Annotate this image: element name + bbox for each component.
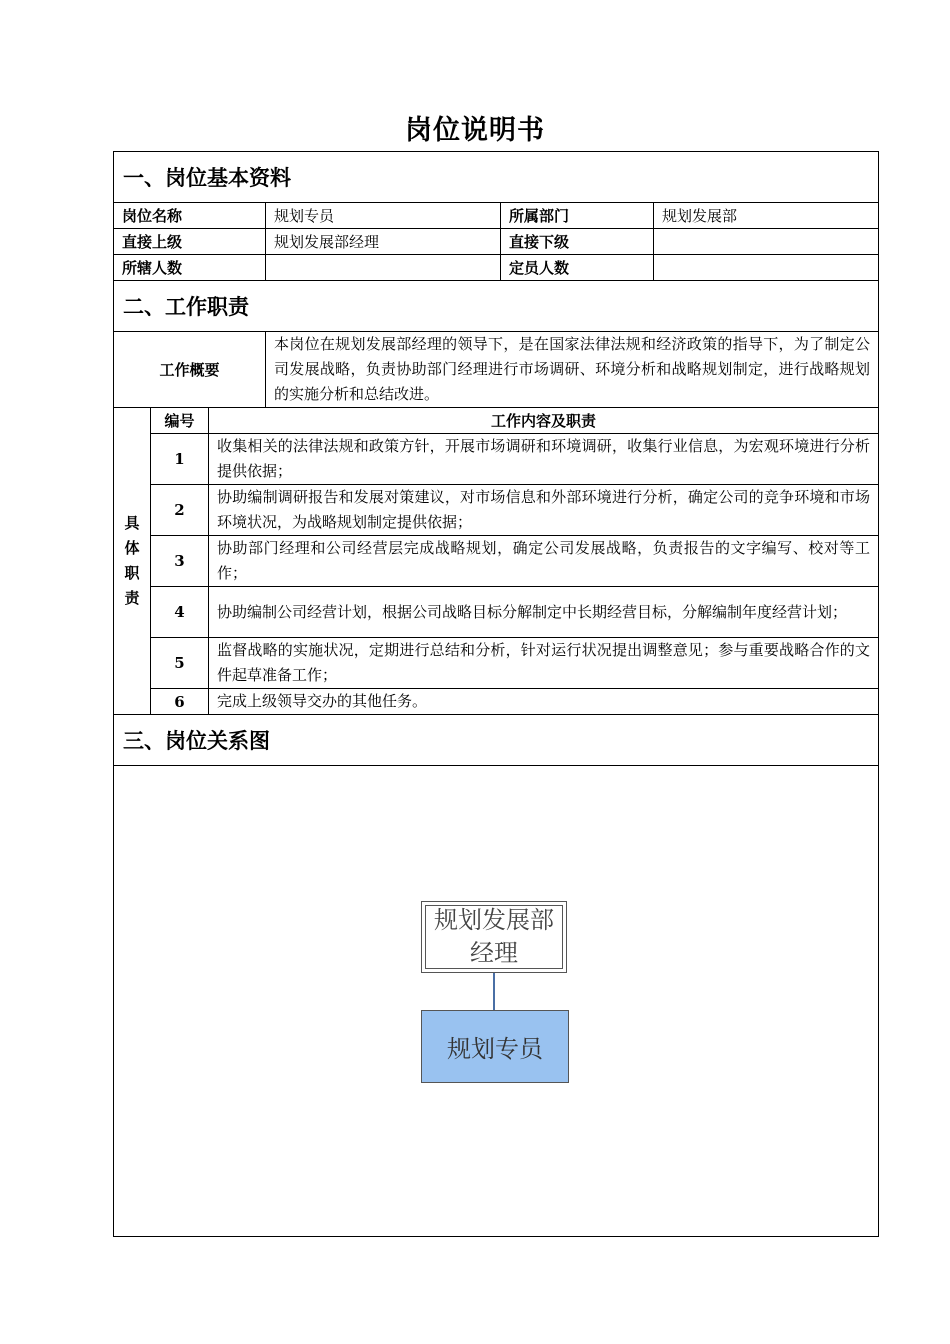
- org-chart-area: [114, 766, 879, 1237]
- duty-number: 6: [151, 689, 209, 715]
- managed-count-value: [266, 255, 501, 281]
- job-description-table: [113, 151, 879, 1237]
- department-value: 规划发展部: [654, 203, 879, 229]
- duty-text: 收集相关的法律法规和政策方针，开展市场调研和环境调研，收集行业信息，为宏观环境进行分析提供依据；: [209, 434, 879, 485]
- side-char: 责: [124, 589, 140, 607]
- duty-number: 5: [151, 638, 209, 689]
- section-relations-heading: 三、岗位关系图: [114, 715, 879, 766]
- duty-text: 协助部门经理和公司经营层完成战略规划，确定公司发展战略，负责报告的文字编写、校对等工作；: [209, 536, 879, 587]
- superior-value: 规划发展部经理: [266, 229, 501, 255]
- managed-count-label: 所辖人数: [114, 255, 266, 281]
- overview-text: 本岗位在规划发展部经理的领导下，是在国家法律法规和经济政策的指导下，为了制定公司发展战略，负责协助部门经理进行市场调研、环境分析和战略规划制定，进行战略规划的实施分析和总结改进。: [266, 332, 879, 408]
- duty-text: 协助编制公司经营计划，根据公司战略目标分解制定中长期经营目标，分解编制年度经营计划；: [209, 587, 879, 638]
- manager-box: [421, 901, 567, 973]
- duty-row: [114, 485, 879, 536]
- org-connector-line: [493, 973, 495, 1010]
- document-title: 岗位说明书: [405, 115, 545, 146]
- superior-label: 直接上级: [114, 229, 266, 255]
- duty-row: [114, 536, 879, 587]
- section-basic-heading: 一、岗位基本资料: [114, 152, 879, 203]
- staff-count-value: [654, 255, 879, 281]
- duty-number: 4: [151, 587, 209, 638]
- overview-label: 工作概要: [114, 332, 266, 408]
- org-chart: [114, 766, 878, 1236]
- position-name-value: 规划专员: [266, 203, 501, 229]
- section-duties-heading: 二、工作职责: [114, 281, 879, 332]
- duty-number: 3: [151, 536, 209, 587]
- department-label: 所属部门: [501, 203, 654, 229]
- position-name-label: 岗位名称: [114, 203, 266, 229]
- duty-number: 1: [151, 434, 209, 485]
- duty-row: [114, 587, 879, 638]
- duty-row: [114, 638, 879, 689]
- subordinate-value: [654, 229, 879, 255]
- duty-text: 完成上级领导交办的其他任务。: [209, 689, 879, 715]
- duty-text: 协助编制调研报告和发展对策建议，对市场信息和外部环境进行分析，确定公司的竞争环境和市场环境状况，为战略规划制定提供依据；: [209, 485, 879, 536]
- subordinate-label: 直接下级: [501, 229, 654, 255]
- side-char: 具: [124, 514, 140, 532]
- staff-count-label: 定员人数: [501, 255, 654, 281]
- manager-label: 规划发展部经理: [425, 905, 563, 969]
- side-char: 体: [124, 539, 140, 557]
- side-char: 职: [124, 564, 140, 582]
- duty-row: [114, 434, 879, 485]
- number-header: 编号: [151, 408, 209, 434]
- duty-row: [114, 689, 879, 715]
- duties-side-label: [114, 408, 151, 715]
- duty-number: 2: [151, 485, 209, 536]
- duty-text: 监督战略的实施状况，定期进行总结和分析，针对运行状况提出调整意见；参与重要战略合作的文件起草准备工作；: [209, 638, 879, 689]
- content-header: 工作内容及职责: [209, 408, 879, 434]
- staff-box: 规划专员: [421, 1010, 569, 1083]
